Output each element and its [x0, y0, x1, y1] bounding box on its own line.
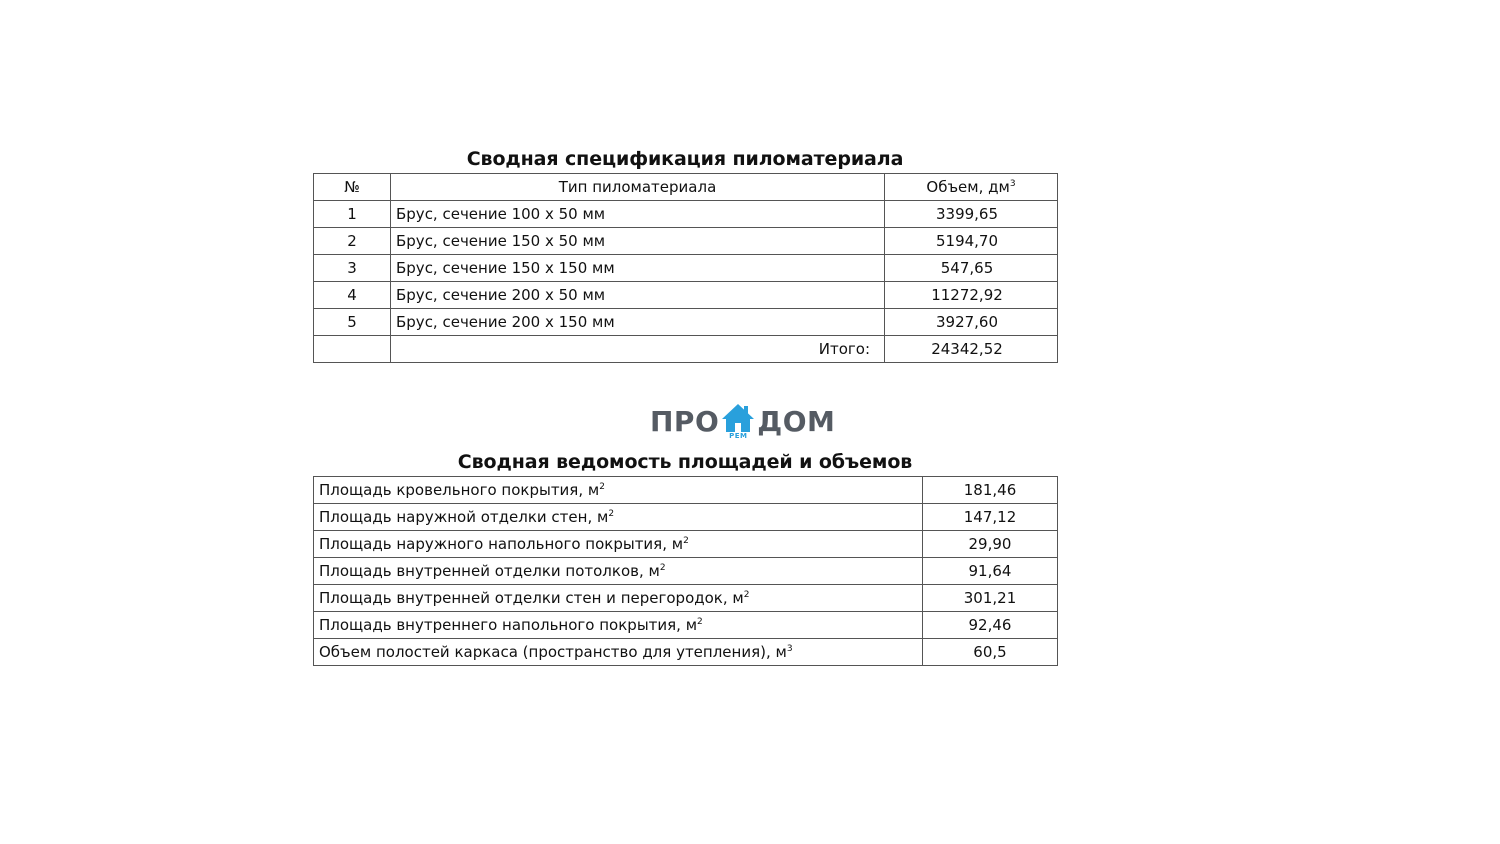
row-value: 91,64 [923, 558, 1058, 585]
row-value: 147,12 [923, 504, 1058, 531]
row-unit-sup: 2 [743, 590, 750, 600]
row-label [314, 531, 923, 558]
row-label-text: Площадь наружного напольного покрытия, м [319, 535, 684, 553]
row-label [314, 477, 923, 504]
row-num: 3 [314, 255, 391, 282]
row-type: Брус, сечение 200 х 150 мм [391, 309, 885, 336]
row-value: 29,90 [923, 531, 1058, 558]
total-label: Итого: [391, 336, 885, 363]
row-unit-sup: 2 [659, 563, 666, 573]
row-label [314, 639, 923, 666]
table-row [314, 201, 1058, 228]
spec-title: Сводная спецификация пиломатериала [466, 148, 904, 170]
header-volume-label: Объем, дм [926, 178, 1010, 196]
row-label-text: Площадь внутреннего напольного покрытия, м [319, 616, 698, 634]
row-unit-sup: 2 [683, 536, 689, 546]
header-volume-sup: 3 [1009, 179, 1016, 189]
row-label [314, 558, 923, 585]
row-volume: 11272,92 [885, 282, 1058, 309]
table-row [314, 639, 1058, 666]
row-label-text: Площадь наружной отделки стен, м [319, 508, 609, 526]
row-unit-sup: 3 [786, 644, 793, 654]
areas-volumes-table [313, 476, 1058, 666]
row-type: Брус, сечение 200 х 50 мм [391, 282, 885, 309]
table-row [314, 309, 1058, 336]
table-row [314, 282, 1058, 309]
row-unit-sup: 2 [599, 482, 605, 492]
row-type: Брус, сечение 150 х 50 мм [391, 228, 885, 255]
row-value: 181,46 [923, 477, 1058, 504]
row-value: 301,21 [923, 585, 1058, 612]
total-value: 24342,52 [885, 336, 1058, 363]
row-volume: 547,65 [885, 255, 1058, 282]
row-label [314, 504, 923, 531]
row-label [314, 612, 923, 639]
row-label-text: Площадь внутренней отделки стен и перегородок, м [319, 589, 744, 607]
row-label-text: Площадь внутренней отделки потолков, м [319, 562, 660, 580]
table-row [314, 585, 1058, 612]
table-header-row [314, 174, 1058, 201]
header-type: Тип пиломатериала [391, 174, 885, 201]
row-type: Брус, сечение 100 х 50 мм [391, 201, 885, 228]
table-row [314, 612, 1058, 639]
total-empty-cell [314, 336, 391, 363]
row-unit-sup: 2 [608, 509, 615, 519]
row-volume: 5194,70 [885, 228, 1058, 255]
row-num: 1 [314, 201, 391, 228]
row-type: Брус, сечение 150 х 150 мм [391, 255, 885, 282]
row-label-text: Объем полостей каркаса (пространство для утепления), м [319, 643, 787, 661]
row-num: 5 [314, 309, 391, 336]
table-row [314, 477, 1058, 504]
table-row [314, 558, 1058, 585]
row-num: 4 [314, 282, 391, 309]
row-label [314, 585, 923, 612]
table-row [314, 531, 1058, 558]
logo-sub: РЕМ [729, 432, 748, 440]
table-row [314, 228, 1058, 255]
logo-word-left: ПРО [650, 405, 720, 438]
row-num: 2 [314, 228, 391, 255]
lumber-spec-table [313, 173, 1058, 363]
table-row [314, 255, 1058, 282]
header-volume [885, 174, 1058, 201]
house-icon [720, 402, 756, 442]
volumes-title: Сводная ведомость площадей и объемов [457, 451, 913, 473]
row-label-text: Площадь кровельного покрытия, м [319, 481, 600, 499]
row-volume: 3399,65 [885, 201, 1058, 228]
row-volume: 3927,60 [885, 309, 1058, 336]
logo-word-right: ДОМ [757, 405, 836, 438]
row-value: 92,46 [923, 612, 1058, 639]
row-unit-sup: 2 [697, 617, 703, 627]
row-value: 60,5 [923, 639, 1058, 666]
header-num: № [314, 174, 391, 201]
table-row [314, 504, 1058, 531]
total-row [314, 336, 1058, 363]
prodom-logo [650, 402, 850, 442]
